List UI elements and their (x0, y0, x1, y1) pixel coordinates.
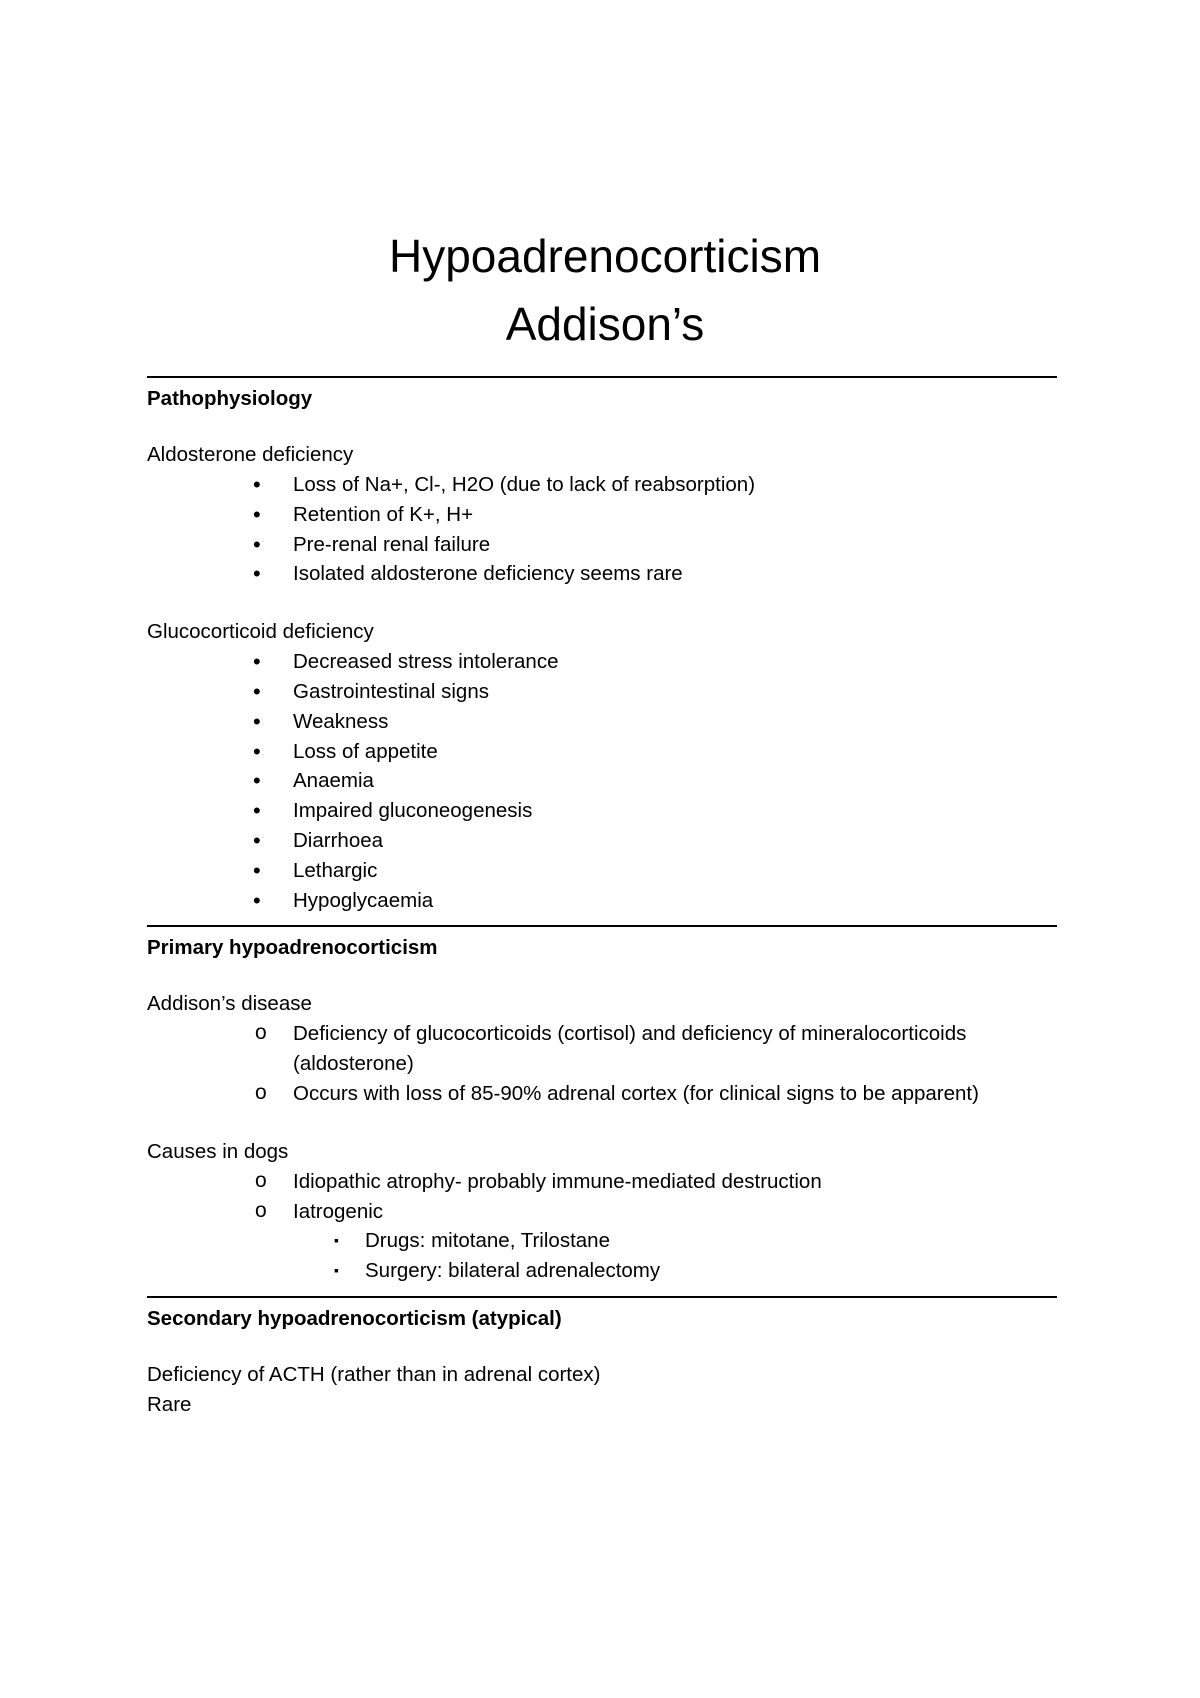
bullet-icon: • (253, 561, 261, 587)
bullet-icon: • (253, 708, 261, 734)
circle-bullet-icon: o (255, 1021, 267, 1045)
section-divider (147, 1296, 1057, 1298)
bullet-icon: • (253, 887, 261, 913)
addisons-list (147, 1019, 1057, 1108)
list-item: ▪ Surgery: bilateral adrenalectomy (147, 1256, 1057, 1286)
iatrogenic-sublist (147, 1226, 1057, 1286)
list-item: • Gastrointestinal signs (147, 677, 1057, 707)
list-item: • Weakness (147, 707, 1057, 737)
bullet-icon: • (253, 678, 261, 704)
section-heading-pathophysiology: Pathophysiology (147, 387, 313, 410)
list-item: • Loss of appetite (147, 737, 1057, 767)
circle-bullet-icon: o (255, 1198, 267, 1222)
list-item: • Retention of K+, H+ (147, 500, 1057, 530)
list-item: o Occurs with loss of 85-90% adrenal cortex (for clinical signs to be apparent) (147, 1079, 1057, 1109)
aldosterone-list (147, 470, 1057, 589)
list-item: • Lethargic (147, 856, 1057, 886)
square-bullet-icon: ▪ (334, 1262, 339, 1279)
list-item: • Diarrhoea (147, 826, 1057, 856)
bullet-icon: • (253, 827, 261, 853)
circle-bullet-icon: o (255, 1168, 267, 1192)
list-item: • Decreased stress intolerance (147, 647, 1057, 677)
document-body (147, 376, 1057, 1420)
section-divider (147, 925, 1057, 927)
list-item: o Deficiency of glucocorticoids (cortisol) and deficiency of mineralocorticoids (aldosterone) (147, 1019, 1057, 1079)
title-line-1: Hypoadrenocorticism (388, 230, 822, 282)
list-item: • Hypoglycaemia (147, 886, 1057, 916)
list-item: o Iatrogenic (147, 1197, 1057, 1227)
subheading-aldosterone-deficiency: Aldosterone deficiency (147, 443, 354, 466)
bullet-icon: • (253, 798, 261, 824)
bullet-icon: • (253, 768, 261, 794)
square-bullet-icon: ▪ (334, 1232, 339, 1249)
bullet-icon: • (253, 531, 261, 557)
secondary-line: Deficiency of ACTH (rather than in adrenal cortex) (147, 1362, 601, 1386)
section-divider (147, 376, 1057, 378)
list-item: • Loss of Na+, Cl-, H2O (due to lack of reabsorption) (147, 470, 1057, 500)
section-heading-primary: Primary hypoadrenocorticism (147, 936, 438, 960)
bullet-icon: • (253, 472, 261, 497)
bullet-icon: • (253, 738, 261, 764)
circle-bullet-icon: o (255, 1080, 267, 1104)
subheading-addisons-disease: Addison’s disease (147, 992, 312, 1016)
bullet-icon: • (253, 501, 261, 527)
secondary-line: Rare (147, 1392, 192, 1416)
bullet-icon: • (253, 649, 261, 675)
list-item: • Pre-renal renal failure (147, 530, 1057, 560)
list-item: • Isolated aldosterone deficiency seems rare (147, 559, 1057, 589)
subheading-glucocorticoid-deficiency: Glucocorticoid deficiency (147, 620, 374, 644)
glucocorticoid-list (147, 647, 1057, 915)
list-item: o Idiopathic atrophy- probably immune-mediated destruction (147, 1167, 1057, 1197)
list-item: ▪ Drugs: mitotane, Trilostane (147, 1226, 1057, 1256)
bullet-icon: • (253, 857, 261, 883)
causes-list (147, 1167, 1057, 1227)
document-title (0, 222, 1200, 358)
list-item: • Anaemia (147, 766, 1057, 796)
title-line-2: Addison’s (505, 298, 705, 350)
subheading-causes-in-dogs: Causes in dogs (147, 1139, 289, 1163)
list-item: • Impaired gluconeogenesis (147, 796, 1057, 826)
section-heading-secondary: Secondary hypoadrenocorticism (atypical) (147, 1306, 562, 1330)
